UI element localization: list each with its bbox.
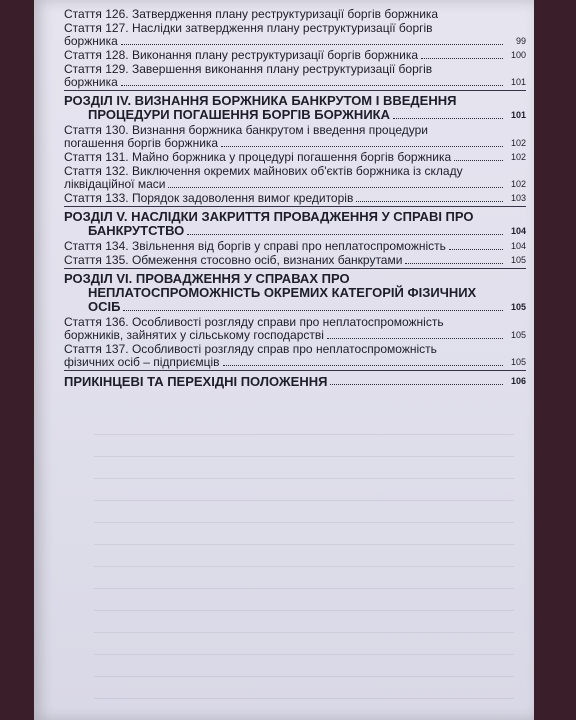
section-title: РОЗДІЛ V. НАСЛІДКИ ЗАКРИТТЯ ПРОВАДЖЕННЯ У СПРАВІ ПРО — [64, 209, 474, 224]
toc-entry-text: Стаття 130. Визнання боржника банкрутом і введення процедури — [64, 123, 428, 137]
toc-entry-text: фізичних осіб – підприємців — [64, 355, 220, 369]
leader-dots — [123, 310, 503, 311]
toc-entry-text: боржників, зайнятих у сільському господарстві — [64, 328, 324, 342]
leader-dots — [454, 160, 503, 161]
page-number: 100 — [510, 50, 526, 60]
toc-entry-text: Стаття 128. Виконання плану реструктуризації боргів боржника — [64, 48, 418, 62]
toc-entry-text: Стаття 129. Завершення виконання плану реструктуризації боргів — [64, 62, 433, 76]
toc-entry-text: боржника — [64, 75, 118, 89]
page-number: 102 — [510, 138, 526, 148]
page-number: 101 — [510, 77, 526, 87]
section-title: РОЗДІЛ VI. ПРОВАДЖЕННЯ У СПРАВАХ ПРО — [64, 271, 350, 286]
section-title: РОЗДІЛ IV. ВИЗНАННЯ БОРЖНИКА БАНКРУТОМ І ВВЕДЕННЯ — [64, 93, 457, 108]
toc-entry-132 — [64, 165, 526, 191]
leader-dots — [223, 365, 503, 366]
divider — [64, 268, 526, 269]
toc-entry-text: ліквідаційної маси — [64, 177, 166, 191]
leader-dots — [449, 249, 503, 250]
leader-dots — [330, 384, 503, 385]
divider — [64, 206, 526, 207]
section-title: БАНКРУТСТВО — [88, 223, 185, 238]
toc-entry-text: Стаття 127. Наслідки затвердження плану реструктуризації боргів — [64, 21, 433, 35]
page-number: 106 — [510, 376, 526, 386]
toc-entry-136 — [64, 316, 526, 342]
leader-dots — [421, 58, 503, 59]
section-title: НЕПЛАТОСПРОМОЖНІСТЬ ОКРЕМИХ КАТЕГОРІЙ ФІЗИЧНИХ — [88, 285, 477, 300]
leader-dots — [327, 338, 503, 339]
toc-entry-130 — [64, 124, 526, 150]
section-heading-iv — [64, 94, 526, 122]
toc-entry-text: Стаття 132. Виключення окремих майнових об'єктів боржника із складу — [64, 164, 463, 178]
toc-entry-text: боржника — [64, 34, 118, 48]
toc-entry-129 — [64, 63, 526, 89]
leader-dots — [356, 201, 503, 202]
page-number: 102 — [510, 152, 526, 162]
page-number: 99 — [515, 36, 526, 46]
toc-final-provisions — [64, 375, 526, 388]
toc-entry-text: Стаття 136. Особливості розгляду справи про неплатоспроможність — [64, 315, 444, 329]
divider — [64, 90, 526, 91]
page-number: 102 — [510, 179, 526, 189]
toc-entry-134 — [64, 240, 526, 253]
page-number: 105 — [510, 302, 526, 312]
toc-entry-text: Стаття 133. Порядок задоволення вимог кредиторів — [64, 191, 354, 205]
toc-entry-text: Стаття 134. Звільнення від боргів у справі про неплатоспроможність — [64, 239, 446, 253]
section-title: ПРОЦЕДУРИ ПОГАШЕННЯ БОРГІВ БОРЖНИКА — [88, 107, 390, 122]
toc-entry-text: ПРИКІНЦЕВІ ТА ПЕРЕХІДНІ ПОЛОЖЕННЯ — [64, 374, 328, 389]
section-title: ОСІБ — [88, 299, 121, 314]
toc-entry-137 — [64, 343, 526, 369]
toc-entry-128 — [64, 49, 526, 62]
page-number: 104 — [510, 241, 526, 251]
page-number: 104 — [510, 226, 526, 236]
toc-entry-135 — [64, 254, 526, 267]
show-through-text — [94, 420, 514, 710]
leader-dots — [121, 85, 503, 86]
leader-dots — [168, 187, 503, 188]
page-number: 103 — [510, 193, 526, 203]
leader-dots — [121, 44, 503, 45]
book-page — [34, 0, 534, 720]
toc-entry-text: Стаття 135. Обмеження стосовно осіб, визнаних банкрутами — [64, 253, 403, 267]
toc-entry-133 — [64, 192, 526, 205]
toc-entry-text: Стаття 137. Особливості розгляду справ про неплатоспроможність — [64, 342, 437, 356]
page-number: 101 — [510, 110, 526, 120]
section-heading-vi — [64, 272, 526, 314]
toc-entry-131 — [64, 151, 526, 164]
toc-entry-text: Стаття 131. Майно боржника у процедурі погашення боргів боржника — [64, 150, 452, 164]
toc-entry-127 — [64, 22, 526, 48]
toc-entry-text: погашення боргів боржника — [64, 136, 219, 150]
leader-dots — [393, 118, 503, 119]
divider — [64, 370, 526, 371]
page-number: 105 — [510, 255, 526, 265]
page-number: 105 — [510, 330, 526, 340]
section-heading-v — [64, 210, 526, 238]
toc-entry-text: Стаття 126. Затвердження плану реструктуризації боргів боржника — [64, 7, 439, 21]
leader-dots — [221, 146, 503, 147]
page-number: 105 — [510, 357, 526, 367]
leader-dots — [405, 263, 503, 264]
toc-entry-126 — [64, 8, 526, 21]
leader-dots — [187, 234, 503, 235]
table-of-contents — [64, 8, 526, 388]
